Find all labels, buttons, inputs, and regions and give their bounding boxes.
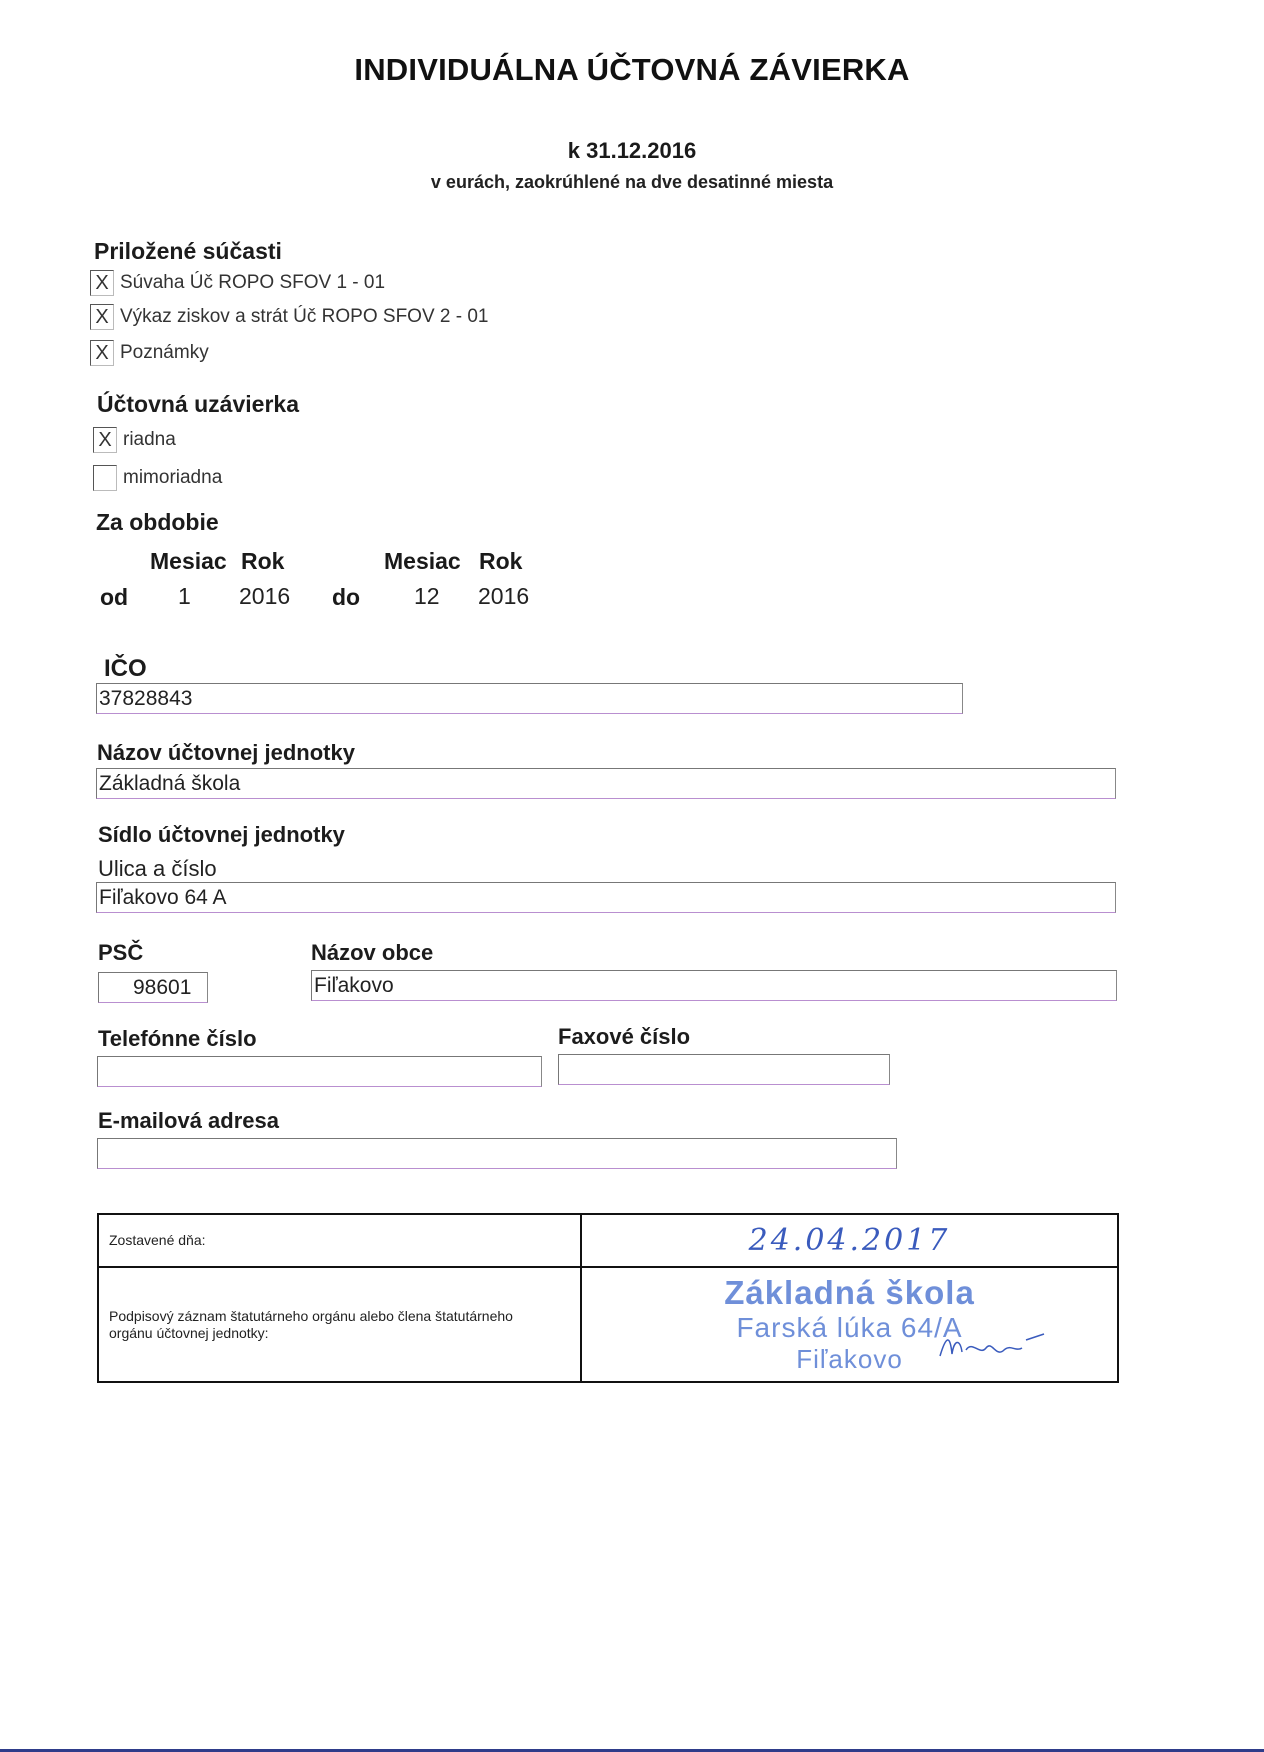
signature-table [97, 1213, 1119, 1383]
closing-item-extraordinary [93, 465, 222, 491]
phone-field[interactable] [97, 1056, 542, 1087]
from-year-value: 2016 [239, 583, 291, 609]
attachment-checkbox[interactable]: X [90, 340, 114, 366]
attachment-checkbox[interactable]: X [90, 270, 114, 296]
from-year-header: Rok [241, 548, 285, 574]
fax-field[interactable] [558, 1054, 890, 1085]
street-field[interactable]: Fiľakovo 64 A [96, 882, 1116, 913]
stamp-town: Fiľakovo [796, 1344, 903, 1374]
town-field[interactable]: Fiľakovo [311, 970, 1117, 1001]
closing-item-regular [93, 427, 176, 453]
compiled-date-label: Zostavené dňa: [98, 1214, 581, 1267]
signature-record-label: Podpisový záznam štatutárneho orgánu alebo člena štatutárneho orgánu účtovnej jednotky: [98, 1267, 581, 1382]
fax-label: Faxové číslo [558, 1024, 691, 1049]
closing-date: k 31.12.2016 [567, 138, 697, 163]
closing-label: mimoriadna [123, 467, 223, 488]
town-label: Názov obce [311, 940, 434, 965]
attachment-label: Výkaz ziskov a strát Úč ROPO SFOV 2 - 01 [120, 306, 489, 327]
closing-checkbox[interactable] [93, 465, 117, 491]
entity-name-field[interactable]: Základná škola [96, 768, 1116, 799]
closing-label: riadna [123, 429, 176, 450]
attachment-item-balance-sheet [90, 270, 385, 296]
entity-name-label: Názov účtovnej jednotky [97, 740, 355, 765]
compiled-date-value: 24.04.2017 [581, 1214, 1118, 1267]
period-heading: Za obdobie [96, 509, 219, 535]
from-month-value: 1 [178, 583, 191, 609]
to-year-header: Rok [479, 548, 523, 574]
document-title: INDIVIDUÁLNA ÚČTOVNÁ ZÁVIERKA [354, 52, 910, 87]
ico-label: IČO [104, 655, 147, 682]
phone-label: Telefónne číslo [98, 1026, 257, 1051]
psc-field[interactable]: 98601 [98, 972, 208, 1003]
handwritten-signature [936, 1326, 1046, 1366]
email-label: E-mailová adresa [98, 1108, 279, 1133]
school-stamp [583, 1274, 1116, 1375]
signature-cell [581, 1267, 1118, 1382]
stamp-street: Farská lúka 64/A [736, 1312, 963, 1343]
attachment-item-notes [90, 340, 209, 366]
to-label: do [332, 584, 361, 610]
psc-label: PSČ [98, 940, 144, 965]
to-month-value: 12 [414, 583, 440, 609]
seat-label: Sídlo účtovnej jednotky [98, 822, 345, 847]
attachments-heading: Priložené súčasti [94, 238, 282, 264]
to-year-value: 2016 [478, 583, 530, 609]
closing-heading: Účtovná uzávierka [97, 391, 299, 417]
email-field[interactable] [97, 1138, 897, 1169]
street-label: Ulica a číslo [98, 856, 217, 881]
currency-note: v eurách, zaokrúhlené na dve desatinné miesta [430, 172, 834, 192]
ico-field[interactable]: 37828843 [96, 683, 963, 714]
stamp-school-name: Základná škola [724, 1274, 975, 1311]
to-month-header: Mesiac [384, 548, 461, 574]
attachment-item-profit-loss [90, 304, 489, 330]
from-label: od [100, 584, 129, 610]
attachment-label: Poznámky [120, 342, 209, 363]
from-month-header: Mesiac [150, 548, 227, 574]
closing-checkbox[interactable]: X [93, 427, 117, 453]
attachment-label: Súvaha Úč ROPO SFOV 1 - 01 [120, 272, 386, 293]
attachment-checkbox[interactable]: X [90, 304, 114, 330]
